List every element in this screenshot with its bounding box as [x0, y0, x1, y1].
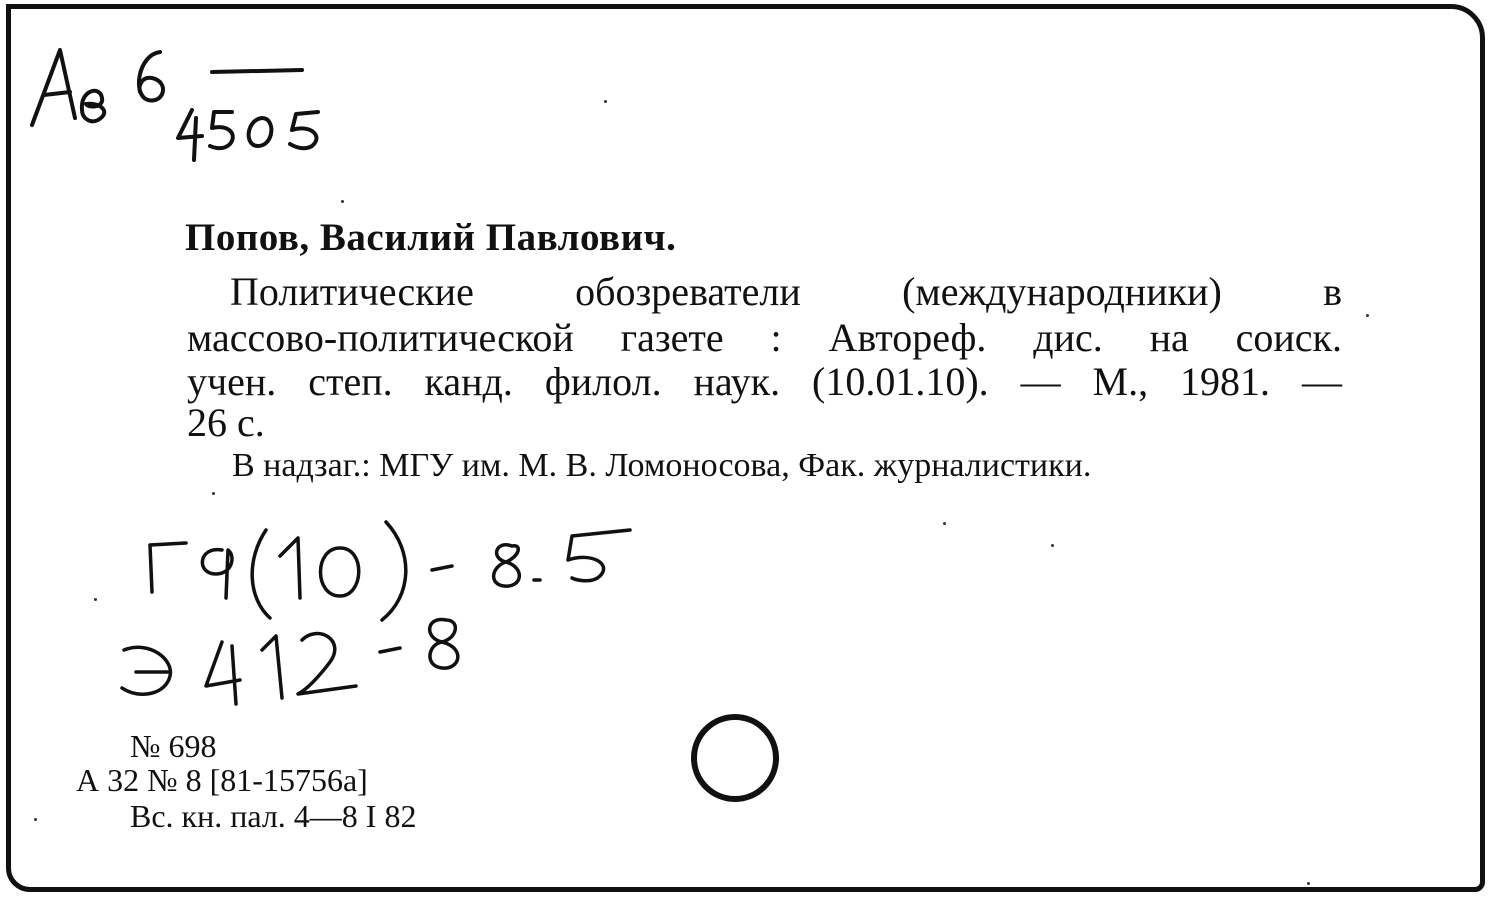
speck: [604, 100, 607, 103]
header-note: В надзаг.: МГУ им. М. В. Ломоносова, Фак. журналистики.: [232, 447, 1092, 484]
title-line-4: 26 с.: [187, 400, 265, 445]
registry-chamber: Вс. кн. пал. 4—8 I 82: [130, 798, 417, 834]
speck: [1307, 882, 1310, 885]
title-line-2: массово-политической газете : Автореф. дис. на соиск.: [187, 315, 1342, 360]
title-line-3: учен. степ. канд. филол. наук. (10.01.10). — М., 1981. —: [187, 359, 1342, 404]
speck: [341, 200, 344, 203]
speck: [943, 522, 946, 525]
speck: [212, 492, 215, 495]
speck: [94, 598, 97, 601]
speck: [34, 818, 37, 821]
registry-number: № 698: [130, 728, 217, 764]
speck: [1366, 314, 1369, 317]
speck: [1051, 544, 1054, 547]
author-heading: Попов, Василий Павлович.: [185, 216, 677, 259]
title-line-1: Политические обозреватели (международники) в: [230, 269, 1342, 314]
registry-code: А 32 № 8 [81-15756а]: [76, 762, 368, 798]
